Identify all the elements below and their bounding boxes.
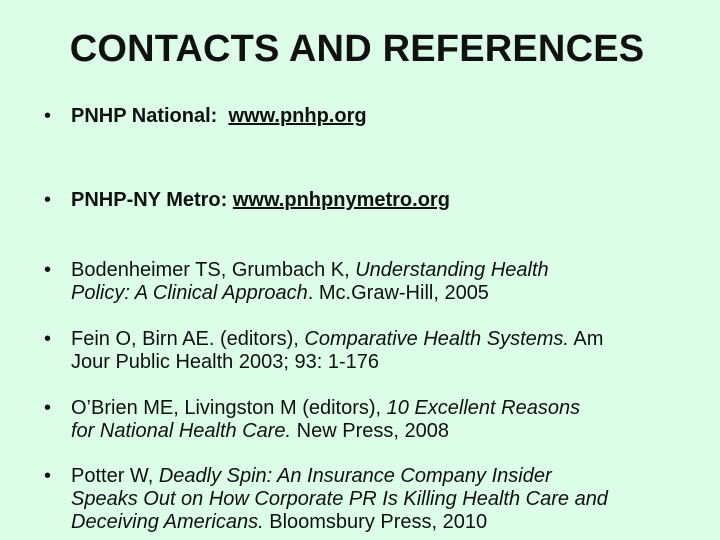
bullet-icon: • — [44, 189, 52, 211]
reference-line — [71, 351, 720, 374]
reference-journal-part: Am — [568, 328, 604, 350]
reference-text — [71, 397, 720, 443]
reference-title-part: for National Health Care. — [71, 420, 292, 442]
reference-authors: Fein O, Birn AE. (editors), — [71, 328, 305, 350]
reference-title-part: Deadly Spin: An Insurance Company Insider — [158, 465, 552, 487]
contact-label: PNHP National: — [71, 105, 218, 127]
reference-title-part: Policy: A Clinical Approach — [71, 282, 308, 304]
reference-title-part: 10 Excellent Reasons — [386, 397, 581, 419]
bullet-icon: • — [44, 465, 52, 487]
reference-text — [71, 259, 720, 305]
reference-line — [71, 511, 720, 534]
reference-text — [71, 465, 720, 534]
pnhp-national-link[interactable]: www.pnhp.org — [228, 105, 367, 127]
reference-journal: Jour Public Health 2003; 93: 1-176 — [71, 351, 379, 373]
reference-line — [71, 420, 720, 443]
reference-line — [71, 328, 720, 351]
reference-publisher: . Mc.Graw-Hill, 2005 — [307, 282, 489, 304]
contact-text — [71, 105, 720, 128]
reference-authors: Potter W, — [71, 465, 159, 487]
reference-publisher: Bloomsbury Press, 2010 — [263, 511, 488, 533]
bullet-icon: • — [44, 105, 52, 127]
reference-title-part: Comparative Health Systems. — [304, 328, 569, 350]
bullet-icon: • — [44, 397, 52, 419]
reference-title-part: Understanding Health — [355, 259, 549, 281]
reference-line — [71, 488, 720, 511]
reference-line — [71, 259, 720, 282]
reference-authors: O’Brien ME, Livingston M (editors), — [71, 397, 387, 419]
reference-publisher: New Press, 2008 — [291, 420, 449, 442]
contact-label: PNHP-NY Metro: — [71, 189, 228, 211]
pnhp-ny-metro-link[interactable]: www.pnhpnymetro.org — [232, 189, 450, 211]
bullet-icon: • — [44, 328, 52, 350]
reference-title-part: Speaks Out on How Corporate PR Is Killing Health Care and — [71, 488, 608, 510]
slide-title: CONTACTS AND REFERENCES — [69, 28, 645, 70]
reference-line — [71, 397, 720, 420]
contact-text — [71, 189, 720, 212]
reference-line — [71, 465, 720, 488]
reference-line — [71, 282, 720, 305]
reference-authors: Bodenheimer TS, Grumbach K, — [71, 259, 356, 281]
bullet-icon: • — [44, 259, 52, 281]
reference-text — [71, 328, 720, 374]
reference-title-part: Deceiving Americans. — [71, 511, 264, 533]
